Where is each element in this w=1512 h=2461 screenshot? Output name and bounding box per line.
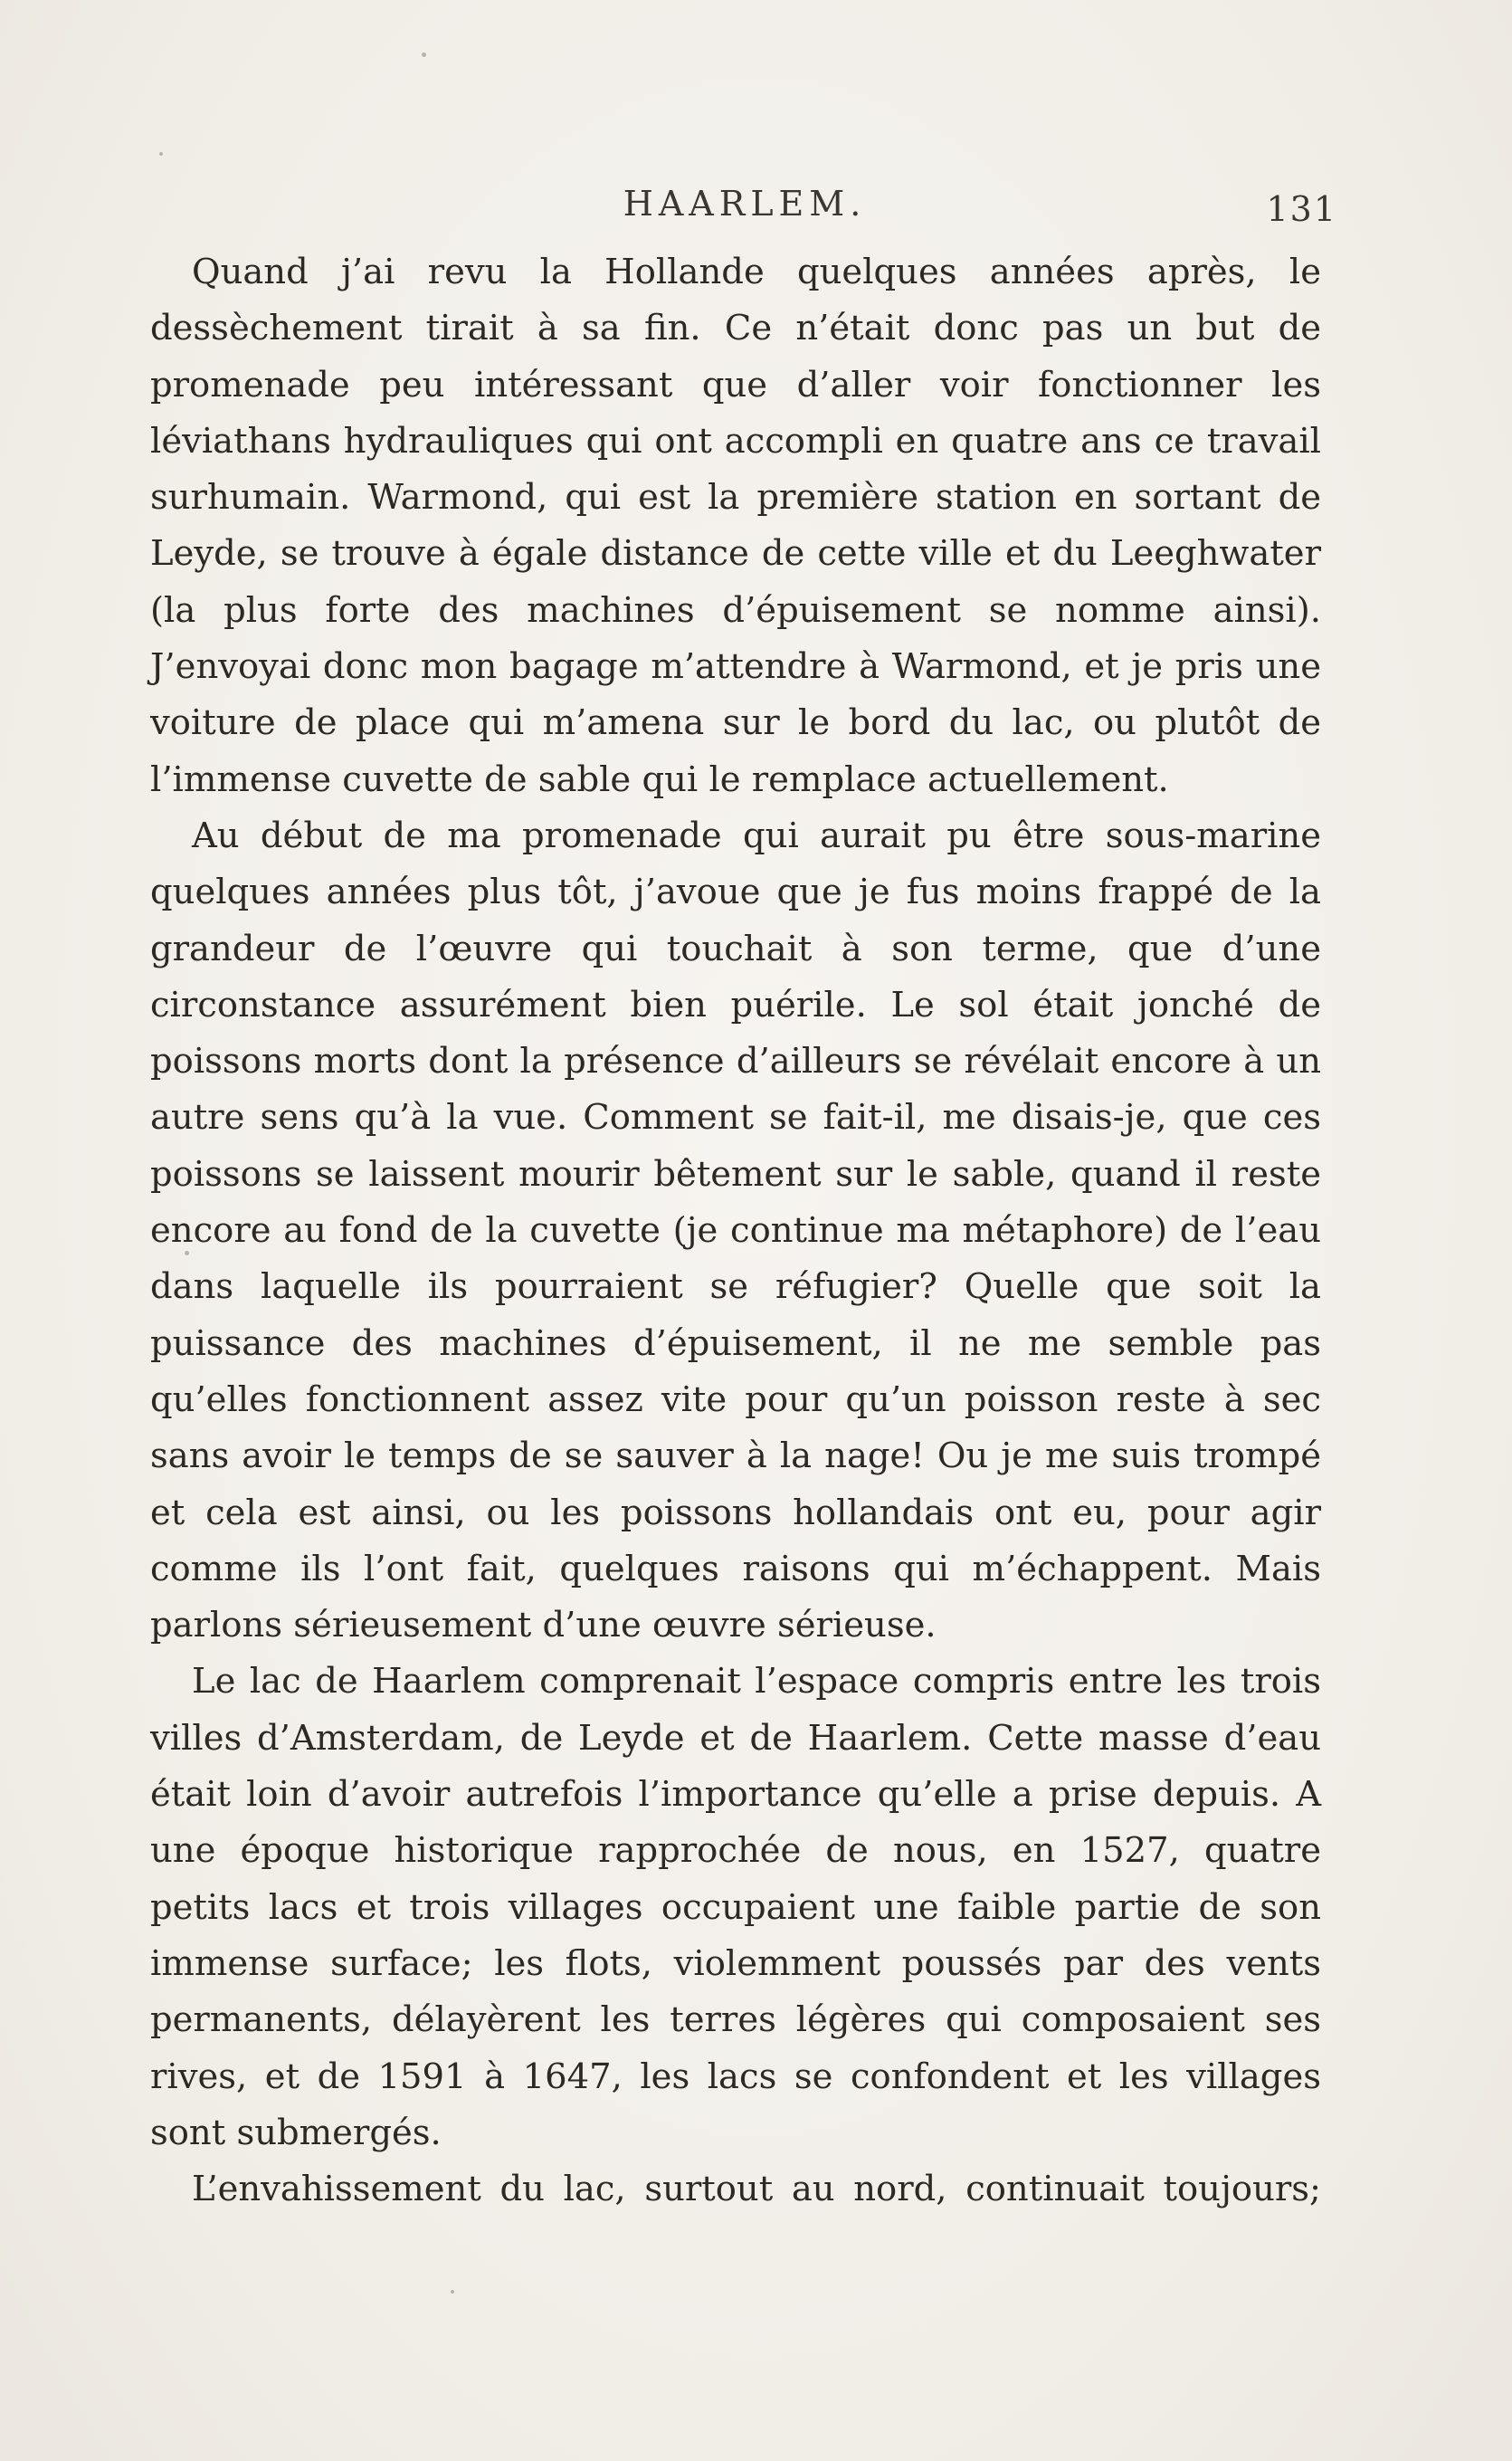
paragraph-3: Le lac de Haarlem comprenait l’espace compris entre les trois villes d’Amsterdam, de Leyde et de Haarlem. Cette masse d’eau était loin d’avoir autrefois l’importance qu’elle a prise depuis. A une époque historique rapprochée de nous, en 1527, quatre petits lacs et trois villages occupaient une faible partie de son immense surface; les flots, violemment poussés par des vents permanents, délayèrent les terres légères qui composaient ses rives, et de 1591 à 1647, les lacs se confondent et les villages sont submergés. bbox=[150, 1661, 1321, 2153]
paper-speck bbox=[451, 2290, 454, 2294]
paper-speck bbox=[185, 1251, 189, 1255]
page-header bbox=[152, 184, 1337, 238]
paragraph-1: Quand j’ai revu la Hollande quelques années après, le dessèchement tirait à sa fin. Ce n’était donc pas un but de promenade peu intéressant que d’aller voir fonctionner les léviathans hydrauliques qui ont accompli en quatre ans ce travail surhumain. Warmond, qui est la première station en sortant de Leyde, se trouve à égale distance de cette ville et du Leeghwater (la plus forte des machines d’épuisement se nomme ainsi). J’envoyai donc mon bagage m’attendre à Warmond, et je pris une voiture de place qui m’amena sur le bord du lac, ou plutôt de l’immense cuvette de sable qui le remplace actuellement. bbox=[150, 252, 1321, 800]
body-text bbox=[150, 244, 1321, 2218]
paragraph-2: Au début de ma promenade qui aurait pu être sous-marine quelques années plus tôt, j’avoue que je fus moins frappé de la grandeur de l’œuvre qui touchait à son terme, que d’une circonstance assurément bien puérile. Le sol était jonché de poissons morts dont la présence d’ailleurs se révélait encore à un autre sens qu’à la vue. Comment se fait-il, me disais-je, que ces poissons se laissent mourir bêtement sur le sable, quand il reste encore au fond de la cuvette (je continue ma métaphore) de l’eau dans laquelle ils pourraient se réfugier? Quelle que soit la puissance des machines d’épuisement, il ne me semble pas qu’elles fonctionnent assez vite pour qu’un poisson reste à sec sans avoir le temps de se sauver à la nage! Ou je me suis trompé et cela est ainsi, ou les poissons hollandais ont eu, pour agir comme ils l’ont fait, quelques raisons qui m’échappent. Mais parlons sérieusement d’une œuvre sérieuse. bbox=[150, 815, 1321, 1646]
page-number: 131 bbox=[1266, 189, 1337, 229]
running-title: HAARLEM. bbox=[623, 184, 867, 224]
paper-speck bbox=[159, 152, 163, 156]
paragraph-4: L’envahissement du lac, surtout au nord, continuait toujours; bbox=[192, 2169, 1321, 2210]
paper-speck bbox=[422, 52, 426, 57]
